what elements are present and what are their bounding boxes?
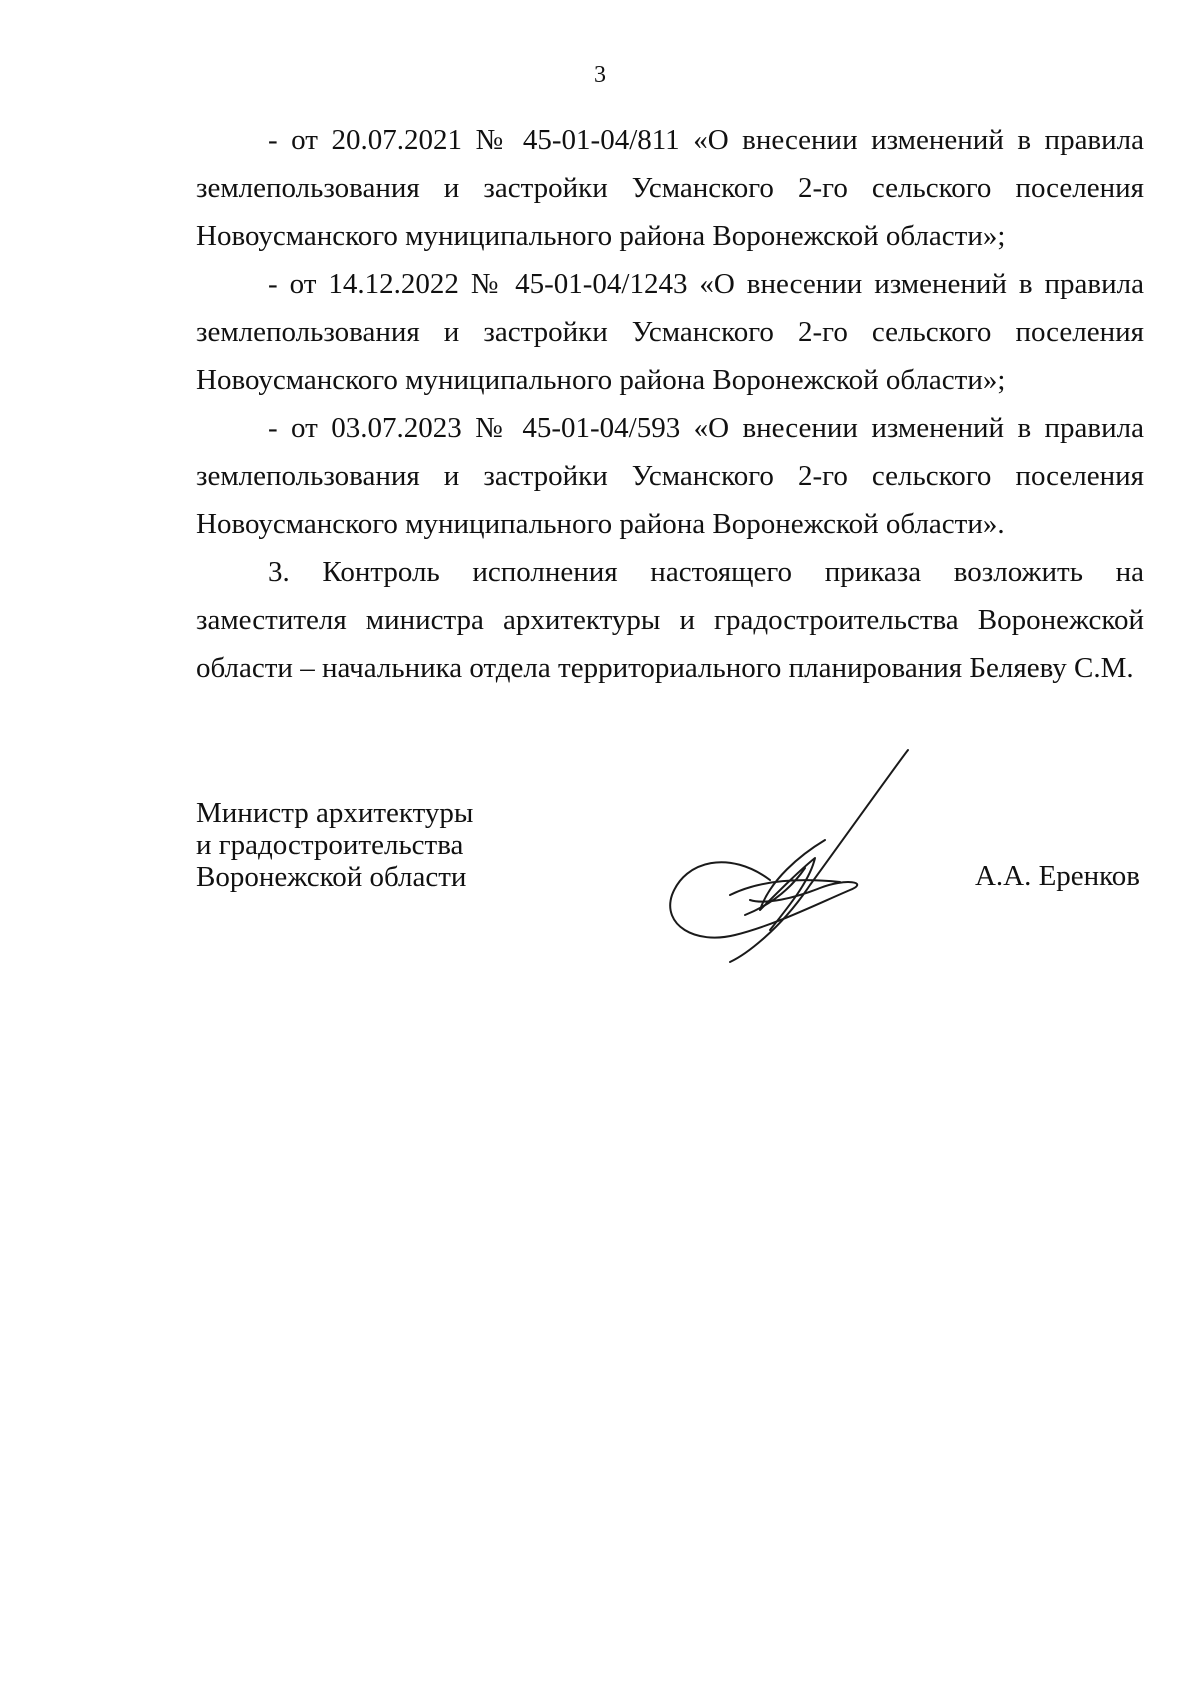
paragraph-amendment-2023: - от 03.07.2023 № 45-01-04/593 «О внесении изменений в правила землепользования и застройки Усманского 2-го сельского поселения Новоусманского муниципального района Воронежской области». [196, 412, 1144, 540]
signatory-title-line: и градостроительства [196, 829, 464, 861]
paragraph-amendment-2021: - от 20.07.2021 № 45-01-04/811 «О внесении изменений в правила землепользования и застройки Усманского 2-го сельского поселения Новоусманского муниципального района Воронежской области»; [196, 124, 1144, 252]
paragraph-amendment-2022: - от 14.12.2022 № 45-01-04/1243 «О внесении изменений в правила землепользования и застройки Усманского 2-го сельского поселения Новоусманского муниципального района Воронежской области»; [196, 268, 1144, 396]
document-body [196, 116, 1144, 692]
paragraph-control-clause: 3. Контроль исполнения настоящего приказа возложить на заместителя министра архитектуры и градостроительства Воронежской области – начальника отдела территориального планирования Беляеву С.М. [196, 556, 1144, 684]
signatory-title [196, 797, 473, 893]
signer-name: А.А. Еренков [974, 860, 1140, 892]
signatory-title-line: Министр архитектуры [196, 797, 474, 829]
signatory-title-line: Воронежской области [196, 861, 467, 893]
handwritten-signature [650, 740, 930, 970]
page-number: 3 [594, 62, 606, 88]
